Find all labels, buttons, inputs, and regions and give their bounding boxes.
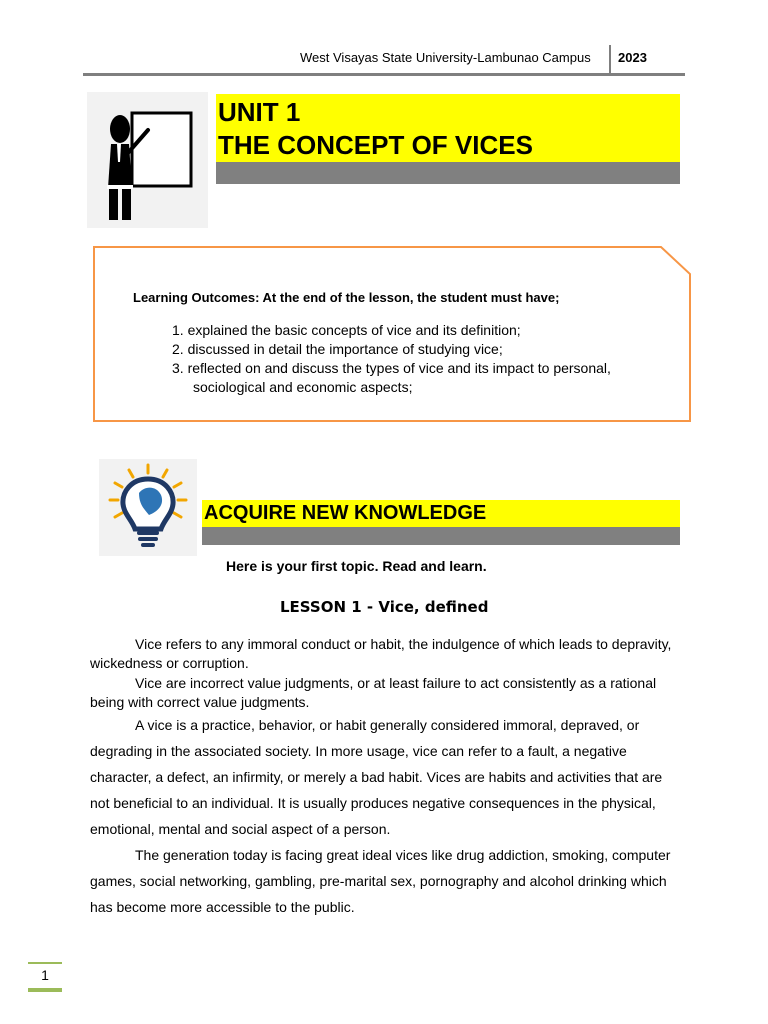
outcome-item: 3. reflected on and discuss the types of vice and its impact to personal, xyxy=(172,360,611,376)
page-number-rule-bottom xyxy=(28,988,62,992)
section-title: ACQUIRE NEW KNOWLEDGE xyxy=(204,502,487,524)
paragraph-line: games, social networking, gambling, pre-marital sex, pornography and alcohol drinking which xyxy=(90,873,667,889)
paragraph-line: Vice are incorrect value judgments, or at least failure to act consistently as a rational xyxy=(135,675,657,691)
learning-outcomes-list xyxy=(172,321,672,397)
paragraph-line: wickedness or corruption. xyxy=(90,655,249,671)
section-banner xyxy=(202,500,680,527)
outcome-item: 2. discussed in detail the importance of studying vice; xyxy=(172,341,503,357)
paragraph-line: emotional, mental and social aspect of a person. xyxy=(90,821,391,837)
lightbulb-brain-icon xyxy=(99,459,197,556)
paragraph-line: not beneficial to an individual. It is usually produces negative consequences in the physical, xyxy=(90,795,656,811)
header-rule xyxy=(83,73,685,76)
unit-banner-underbar xyxy=(216,162,680,184)
paragraph xyxy=(90,712,680,920)
paragraph-line: being with correct value judgments. xyxy=(90,694,310,710)
paragraph xyxy=(90,635,680,673)
paragraph-line: A vice is a practice, behavior, or habit generally considered immoral, depraved, or xyxy=(135,717,640,733)
unit-banner xyxy=(216,94,680,162)
section-intro: Here is your first topic. Read and learn. xyxy=(226,558,487,574)
paragraph-line: character, a defect, an infirmity, or merely a bad habit. Vices are habits and activities that are xyxy=(90,769,663,785)
paragraph-line: has become more accessible to the public. xyxy=(90,899,355,915)
outcome-item: 1. explained the basic concepts of vice and its definition; xyxy=(172,322,521,338)
paragraph-line: The generation today is facing great ideal vices like drug addiction, smoking, computer xyxy=(135,847,671,863)
header-institution: West Visayas State University-Lambunao Campus xyxy=(300,50,591,65)
paragraph xyxy=(90,674,680,712)
paragraph-line: Vice refers to any immoral conduct or habit, the indulgence of which leads to depravity, xyxy=(135,636,672,652)
paragraph-line: degrading in the associated society. In more usage, vice can refer to a fault, a negative xyxy=(90,743,627,759)
header-year: 2023 xyxy=(618,50,647,65)
header-divider xyxy=(609,45,611,73)
lesson-title: LESSON 1 - Vice, defined xyxy=(280,598,489,616)
section-banner-underbar xyxy=(202,527,680,545)
outcome-item-continued: sociological and economic aspects; xyxy=(193,379,413,395)
page-number: 1 xyxy=(41,967,49,983)
teacher-at-board-icon xyxy=(87,92,208,228)
unit-number: UNIT 1 xyxy=(218,97,301,127)
learning-outcomes-heading: Learning Outcomes: At the end of the lesson, the student must have; xyxy=(133,290,560,305)
page-number-rule-top xyxy=(28,962,62,964)
unit-title: THE CONCEPT OF VICES xyxy=(218,130,533,160)
